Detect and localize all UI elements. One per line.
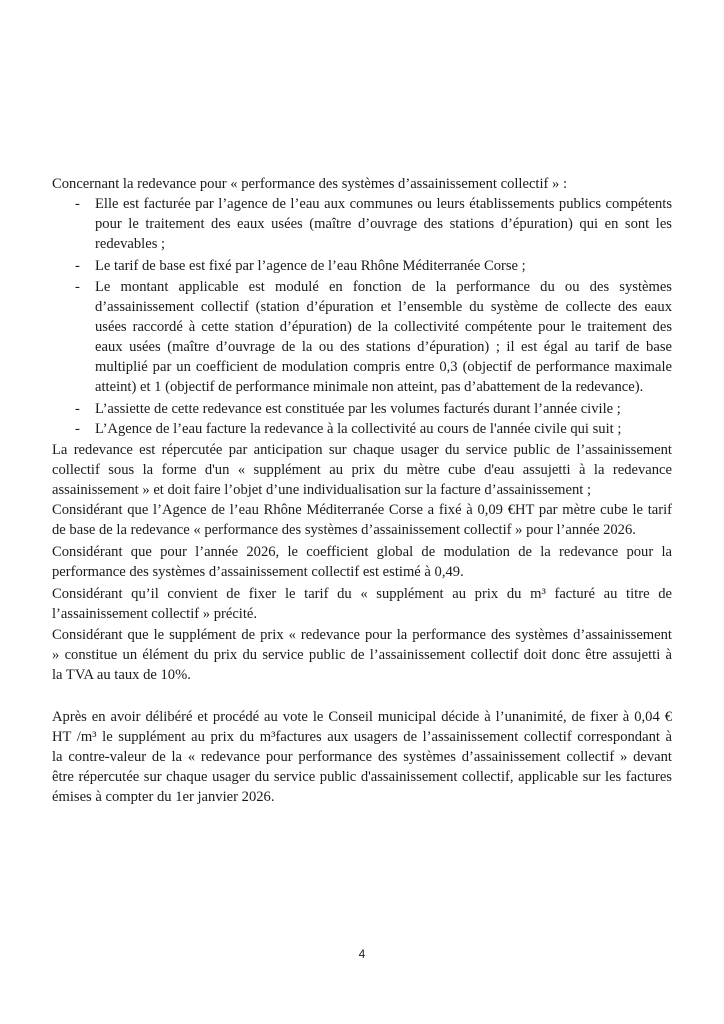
bullet-3-line-4: eaux usées (maître d’ouvrage de la ou des stations d’épuration) ; il est égal au tarif de base — [95, 339, 672, 355]
paragraph-3-line-2: performance des systèmes d’assainissement collectif est estimé à 0,49. — [52, 564, 464, 580]
bullet-marker: - — [75, 258, 80, 274]
paragraph-4-line-2: l’assainissement collectif » précité. — [52, 606, 258, 622]
bullet-4-line-1: L’assiette de cette redevance est constituée par les volumes facturés durant l’année civile ; — [95, 401, 621, 417]
intro-line: Concernant la redevance pour « performance des systèmes d’assainissement collectif » : — [52, 176, 568, 192]
bullet-3-line-6: atteint) et 1 (objectif de performance minimale non atteint, pas d’abattement de la redevance). — [95, 379, 644, 395]
bullet-3-line-1: Le montant applicable est modulé en fonction de la performance du ou des systèmes — [95, 279, 672, 295]
paragraph-2-line-1: Considérant que l’Agence de l’eau Rhône Méditerranée Corse a fixé à 0,09 €HT par mètre cube le tarif — [52, 502, 672, 518]
bullet-3-line-2: d’assainissement collectif (station d’épuration et l’ensemble du système de collecte des eaux — [95, 299, 672, 315]
paragraph-1-line-2: collectif sous la forme d'un « supplément au prix du mètre cube d'eau assujetti à la redevance — [52, 462, 672, 478]
bullet-marker: - — [75, 401, 80, 417]
bullet-2-line-1: Le tarif de base est fixé par l’agence de l’eau Rhône Méditerranée Corse ; — [95, 258, 526, 274]
paragraph-1-line-1: La redevance est répercutée par anticipation sur chaque usager du service public de l’assainissement — [52, 442, 672, 458]
decision-line-3: la contre-valeur de la « redevance pour performance des systèmes d’assainissement collectif » devant — [52, 749, 672, 765]
paragraph-5-line-1: Considérant que le supplément de prix « redevance pour la performance des systèmes d’assainissement — [52, 627, 672, 643]
page-number: 4 — [358, 947, 366, 961]
bullet-marker: - — [75, 196, 80, 212]
bullet-1-line-1: Elle est facturée par l’agence de l’eau aux communes ou leurs établissements publics compétents — [95, 196, 672, 212]
bullet-3-line-5: multiplié par un coefficient de modulation compris entre 0,3 (objectif de performance maximale — [95, 359, 672, 375]
decision-line-1: Après en avoir délibéré et procédé au vote le Conseil municipal décide à l’unanimité, de fixer à 0,04 € — [52, 709, 672, 725]
bullet-marker: - — [75, 279, 80, 295]
paragraph-3-line-1: Considérant que pour l’année 2026, le coefficient global de modulation de la redevance pour la — [52, 544, 672, 560]
bullet-3-line-3: usées raccordé à cette station d’épuration) de la collectivité compétente pour le traitement des — [95, 319, 672, 335]
decision-line-2: HT /m³ le supplément au prix du m³factures aux usagers de l’assainissement collectif correspondant à — [52, 729, 672, 745]
bullet-1-line-2: pour le traitement des eaux usées (maître d’ouvrage des stations d’épuration) qui en sont les — [95, 216, 672, 232]
paragraph-4-line-1: Considérant qu’il convient de fixer le tarif du « supplément au prix du m³ facturé au titre de — [52, 586, 672, 602]
decision-line-4: être répercutée sur chaque usager du service public d'assainissement collectif, applicable sur les factures — [52, 769, 672, 785]
paragraph-1-line-3: assainissement » et doit faire l’objet d’une individualisation sur la facture d’assainissement ; — [52, 482, 592, 498]
paragraph-5-line-2: » constitue un élément du prix du service public de l’assainissement collectif doit donc être assujetti à — [52, 647, 672, 663]
bullet-1-line-3: redevables ; — [95, 236, 166, 252]
decision-line-5: émises à compter du 1er janvier 2026. — [52, 789, 275, 805]
bullet-5-line-1: L’Agence de l’eau facture la redevance à la collectivité au cours de l'année civile qui suit ; — [95, 421, 622, 437]
bullet-marker: - — [75, 421, 80, 437]
paragraph-2-line-2: de base de la redevance « performance des systèmes d’assainissement collectif » pour l’année 2026. — [52, 522, 636, 538]
paragraph-5-line-3: la TVA au taux de 10%. — [52, 667, 191, 683]
